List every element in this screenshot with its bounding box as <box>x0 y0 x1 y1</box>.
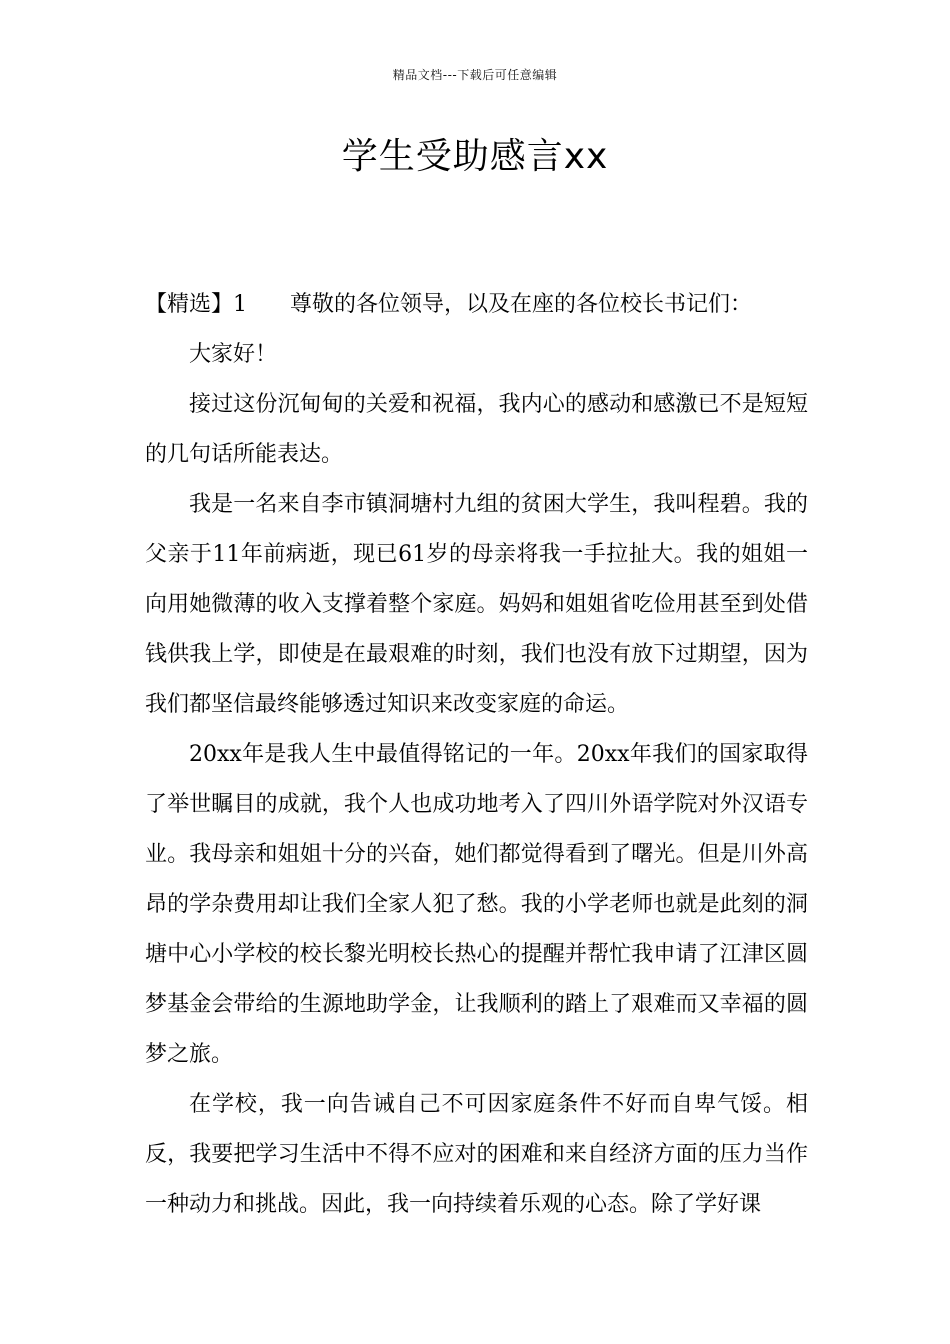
paragraph: 20xx年是我人生中最值得铭记的一年。20xx年我们的国家取得了举世瞩目的成就，我个人也成功地考入了四川外语学院对外汉语专业。我母亲和姐姐十分的兴奋，她们都觉得看到了曙光。但是川外高昂的学杂费用却让我们全家人犯了愁。我的小学老师也就是此刻的洞塘中心小学校的校长黎光明校长热心的提醒并帮忙我申请了江津区圆梦基金会带给的生源地助学金，让我顺利的踏上了艰难而又幸福的圆梦之旅。 <box>145 742 808 1067</box>
paragraph: 我是一名来自李市镇洞塘村九组的贫困大学生，我叫程碧。我的父亲于11年前病逝，现已61岁的母亲将我一手拉扯大。我的姐姐一向用她微薄的收入支撑着整个家庭。妈妈和姐姐省吃俭用甚至到处借钱供我上学，即使是在最艰难的时刻，我们也没有放下过期望，因为我们都坚信最终能够透过知识来改变家庭的命运。 <box>145 492 808 717</box>
salutation-line <box>145 280 808 330</box>
greeting: 大家好！ <box>189 342 278 367</box>
header-note: 精品文档---下载后可任意编辑 <box>392 68 558 82</box>
document-title: 学生受助感言xx <box>341 136 609 177</box>
salutation: 尊敬的各位领导，以及在座的各位校长书记们： <box>290 292 753 317</box>
paragraph: 接过这份沉甸甸的关爱和祝福，我内心的感动和感激已不是短短的几句话所能表达。 <box>145 392 808 467</box>
document-body <box>145 280 808 1230</box>
lead-tag: 【精选】1 <box>145 292 247 317</box>
paragraph: 在学校，我一向告诫自己不可因家庭条件不好而自卑气馁。相反，我要把学习生活中不得不应对的困难和来自经济方面的压力当作一种动力和挑战。因此，我一向持续着乐观的心态。除了学好课 <box>145 1092 808 1217</box>
